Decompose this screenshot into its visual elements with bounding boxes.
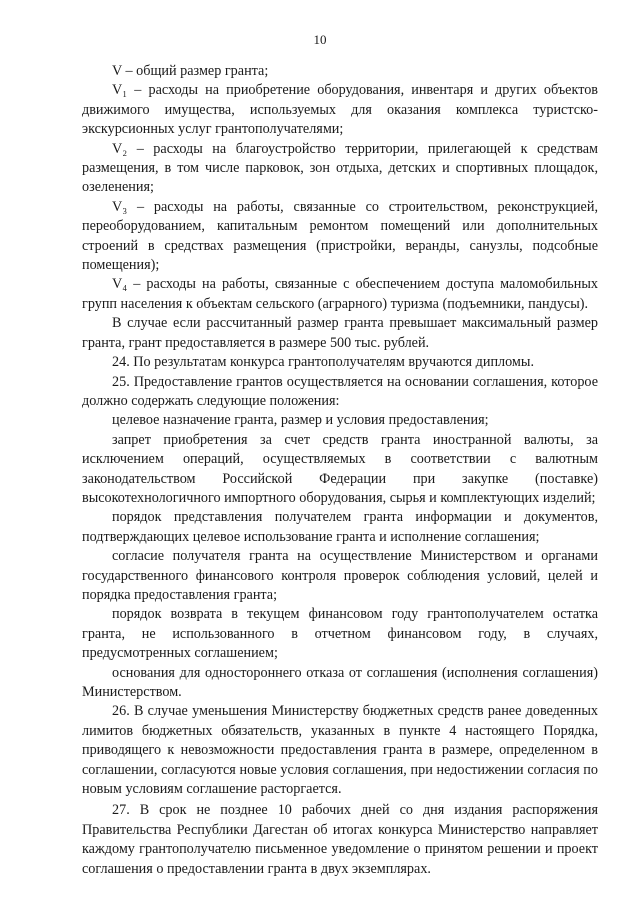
list-item-consent: согласие получателя гранта на осуществление Министерством и органами государственного финансового контроля проверок соблюдения условий, целей и порядка предоставления гранта; xyxy=(82,548,598,603)
list-item-reporting: порядок представления получателем гранта информации и документов, подтверждающих целевое использование гранта и исполнение соглашения; xyxy=(82,509,598,545)
list-item-purpose: целевое назначение гранта, размер и условия предоставления; xyxy=(112,412,489,429)
list-item-refund: порядок возврата в текущем финансовом году грантополучателем остатка гранта, не использованного в отчетном финансовом году, в случаях, предусмотренных соглашением; xyxy=(82,606,598,662)
document-body xyxy=(82,62,598,879)
list-item-termination: основания для одностороннего отказа от соглашения (исполнения соглашения) Министерством. xyxy=(82,664,598,700)
paragraph-27: 27. В срок не позднее 10 рабочих дней со дня издания распоряжения Правительства Республики Дагестан об итогах конкурса Министерство направляет каждому грантополучателю письменное уведомление о принятом решении и проект соглашения о предоставлении гранта в двух экземплярах. xyxy=(82,802,598,877)
paragraph-v-total: V – общий размер гранта; xyxy=(112,63,269,79)
paragraph-26: 26. В случае уменьшения Министерству бюджетных средств ранее доведенных лимитов бюджетных обязательств, указанных в пункте 4 настоящего Порядка, приводящего к невозможности предоставления гранта в размере, определенном в соглашении, согласуются новые условия соглашения, при недостижении согласия по новым условиям соглашение расторгается. xyxy=(82,703,598,798)
paragraph-v2: V₂ – расходы на благоустройство территории, прилегающей к средствам размещения, в том числе парковок, зон отдыха, детских и спортивных площадок, озеленения; xyxy=(82,140,598,196)
page-number: 10 xyxy=(313,32,327,47)
paragraph-max-grant: В случае если рассчитанный размер гранта превышает максимальный размер гранта, грант предоставляется в размере 500 тыс. рублей. xyxy=(82,315,598,351)
paragraph-25: 25. Предоставление грантов осуществляется на основании соглашения, которое должно содержать следующие положения: xyxy=(82,373,598,409)
paragraph-v4: V₄ – расходы на работы, связанные с обеспечением доступа маломобильных групп населения к объектам сельского (аграрного) туризма (подъемники, пандусы). xyxy=(82,276,598,312)
paragraph-v1: V₁ – расходы на приобретение оборудования, инвентаря и других объектов движимого имущества, используемых для оказания комплекса туристско-экскурсионных услуг грантополучателями; xyxy=(82,82,598,138)
paragraph-24: 24. По результатам конкурса грантополучателям вручаются дипломы. xyxy=(112,354,534,371)
paragraph-v3: V₃ – расходы на работы, связанные со строительством, реконструкцией, переоборудованием, капитальным ремонтом помещений или дополнительных строений в средствах размещения (пристройки, веранды, санузлы, подсобные помещения); xyxy=(82,198,598,274)
list-item-currency-ban: запрет приобретения за счет средств гранта иностранной валюты, за исключением операций, осуществляемых в соответствии с валютным законодательством Российской Федерации при закупке (поставке) высокотехнологичного импортного оборудования, сырья и комплектующих изделий; xyxy=(82,431,598,506)
